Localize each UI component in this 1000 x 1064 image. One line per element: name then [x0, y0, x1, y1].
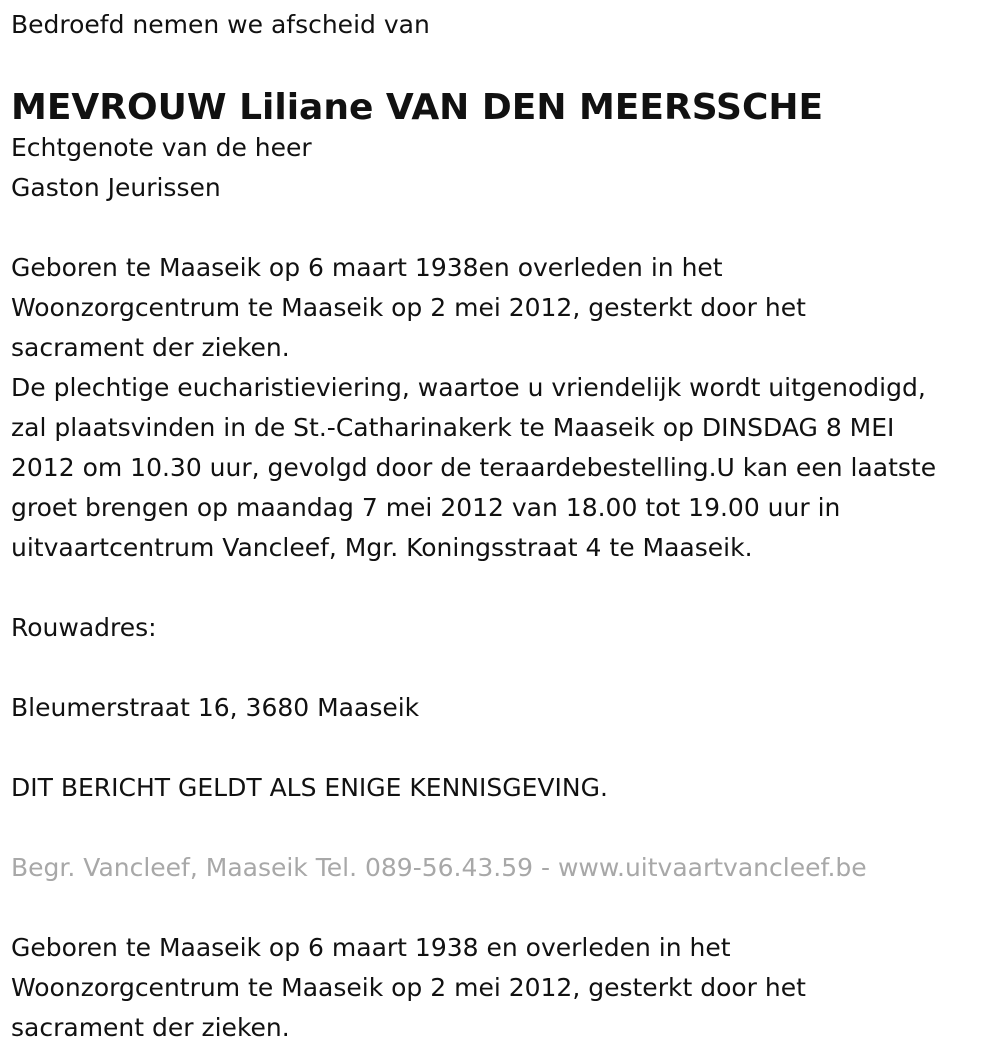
spacer — [11, 728, 991, 768]
ceremony-line-1: De plechtige eucharistieviering, waartoe u vriendelijk wordt uitgenodigd, — [11, 373, 926, 402]
intro-text: Bedroefd nemen we afscheid van — [11, 10, 430, 39]
mourning-address: Bleumerstraat 16, 3680 Maaseik — [11, 693, 420, 722]
ceremony-line-3: 2012 om 10.30 uur, gevolgd door de teraardebestelling.U kan een laatste — [11, 453, 937, 482]
ceremony-line-5: uitvaartcentrum Vancleef, Mgr. Koningsstraat 4 te Maaseik. — [11, 533, 753, 562]
birth-death-repeat-line-1: Geboren te Maaseik op 6 maart 1938 en overleden in het — [11, 933, 731, 962]
spacer — [11, 208, 991, 248]
spouse-line-2: Gaston Jeurissen — [11, 173, 221, 202]
announcement-text: DIT BERICHT GELDT ALS ENIGE KENNISGEVING. — [11, 773, 608, 802]
deceased-name: MEVROUW Liliane VAN DEN MEERSSCHE — [11, 87, 824, 128]
spouse-line-1: Echtgenote van de heer — [11, 133, 312, 162]
birth-death-line-2: Woonzorgcentrum te Maaseik op 2 mei 2012, gesterkt door het — [11, 293, 806, 322]
ceremony-line-2: zal plaatsvinden in de St.-Catharinakerk te Maaseik op DINSDAG 8 MEI — [11, 413, 895, 442]
spacer — [11, 568, 991, 608]
funeral-home-info: Begr. Vancleef, Maaseik Tel. 089-56.43.59 - www.uitvaartvancleef.be — [11, 853, 867, 882]
obituary-notice — [11, 0, 991, 1048]
birth-death-line-3: sacrament der zieken. — [11, 333, 290, 362]
ceremony-line-4: groet brengen op maandag 7 mei 2012 van 18.00 tot 19.00 uur in — [11, 493, 841, 522]
spacer — [11, 888, 991, 928]
birth-death-repeat-line-2: Woonzorgcentrum te Maaseik op 2 mei 2012, gesterkt door het — [11, 973, 806, 1002]
spacer — [11, 808, 991, 848]
spacer — [11, 648, 991, 688]
birth-death-repeat-line-3: sacrament der zieken. — [11, 1013, 290, 1042]
address-label: Rouwadres: — [11, 613, 157, 642]
birth-death-line-1: Geboren te Maaseik op 6 maart 1938en overleden in het — [11, 253, 723, 282]
